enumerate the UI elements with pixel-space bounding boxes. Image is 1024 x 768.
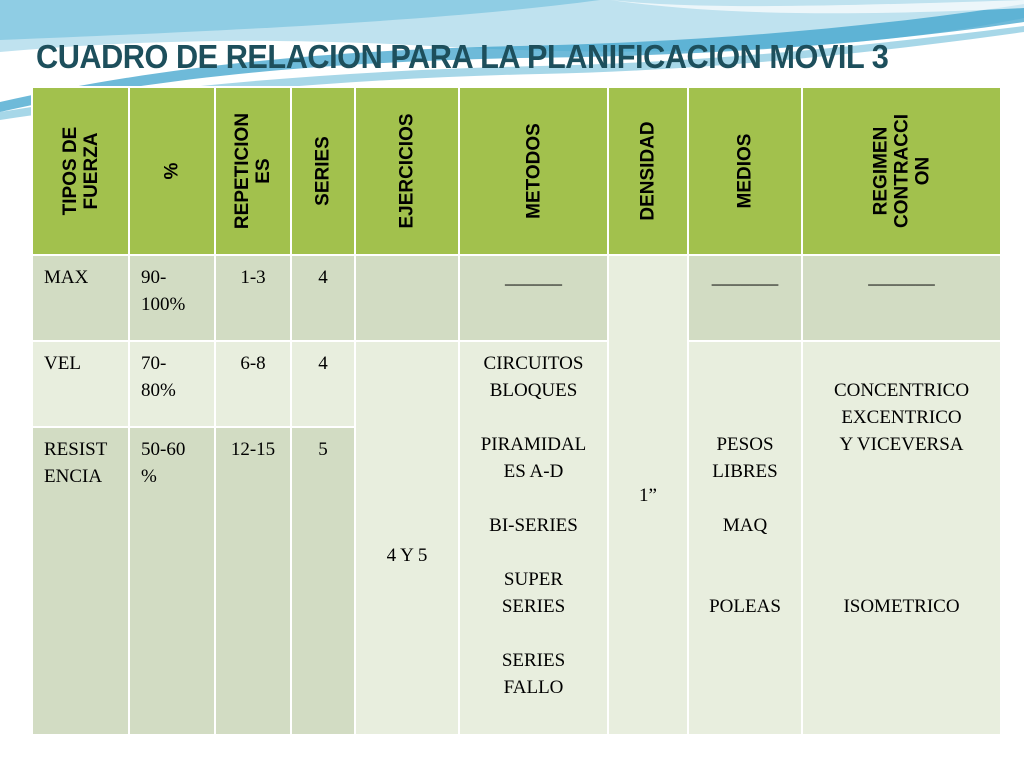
series-cell: 4: [291, 255, 355, 341]
table-row: [32, 341, 1001, 427]
tipo-cell: RESIST ENCIA: [32, 427, 129, 735]
regimen-list-cell: [802, 341, 1001, 735]
tipo-cell: MAX: [32, 255, 129, 341]
medios-cell: _______: [688, 255, 802, 341]
medios-list-cell: [688, 341, 802, 735]
metodos-item: FALLO: [503, 677, 564, 698]
tipo-cell: VEL: [32, 341, 129, 427]
metodos-item: ES A-D: [503, 461, 564, 482]
metodos-item: BI-SERIES: [489, 515, 578, 536]
header-densidad: DENSIDAD: [608, 87, 688, 255]
percent-cell: 70- 80%: [129, 341, 215, 427]
repeticiones-cell: 6-8: [215, 341, 291, 427]
medios-item: PESOS: [716, 434, 774, 455]
regimen-cell: _______: [802, 255, 1001, 341]
header-row: [32, 87, 1001, 255]
regimen-item: EXCENTRICO: [841, 407, 962, 428]
series-cell: 4: [291, 341, 355, 427]
medios-item: LIBRES: [712, 461, 778, 482]
slide-title: CUADRO DE RELACION PARA LA PLANIFICACION MOVIL 3: [36, 38, 889, 75]
metodos-item: SERIES: [501, 596, 566, 617]
metodos-item: SUPER: [503, 569, 564, 590]
regimen-item: Y VICEVERSA: [839, 434, 964, 455]
percent-cell: 50-60 %: [129, 427, 215, 735]
medios-item: MAQ: [722, 515, 768, 536]
ejercicios-span-cell: 4 Y 5: [355, 341, 459, 735]
table-row: [32, 255, 1001, 341]
header-medios: MEDIOS: [688, 87, 802, 255]
header-series: SERIES: [291, 87, 355, 255]
header-tipos-de-fuerza: TIPOS DE FUERZA: [32, 87, 129, 255]
metodos-cell: ______: [459, 255, 608, 341]
header-repeticiones: REPETICION ES: [215, 87, 291, 255]
metodos-list-cell: [459, 341, 608, 735]
header-percent: %: [129, 87, 215, 255]
planning-table: [31, 86, 1002, 736]
metodos-item: PIRAMIDAL: [480, 434, 587, 455]
repeticiones-cell: 12-15: [215, 427, 291, 735]
percent-cell: 90- 100%: [129, 255, 215, 341]
header-regimen-contraccion: REGIMEN CONTRACCI ON: [802, 87, 1001, 255]
metodos-item: SERIES: [501, 650, 566, 671]
medios-item: POLEAS: [709, 596, 781, 617]
ejercicios-cell: [355, 255, 459, 341]
repeticiones-cell: 1-3: [215, 255, 291, 341]
densidad-cell: 1”: [608, 255, 688, 735]
header-metodos: METODOS: [459, 87, 608, 255]
metodos-item: BLOQUES: [489, 380, 578, 401]
header-ejercicios: EJERCICIOS: [355, 87, 459, 255]
regimen-item: CONCENTRICO: [833, 380, 970, 401]
regimen-item: ISOMETRICO: [843, 596, 960, 617]
series-cell: 5: [291, 427, 355, 735]
metodos-item: CIRCUITOS: [483, 353, 584, 374]
